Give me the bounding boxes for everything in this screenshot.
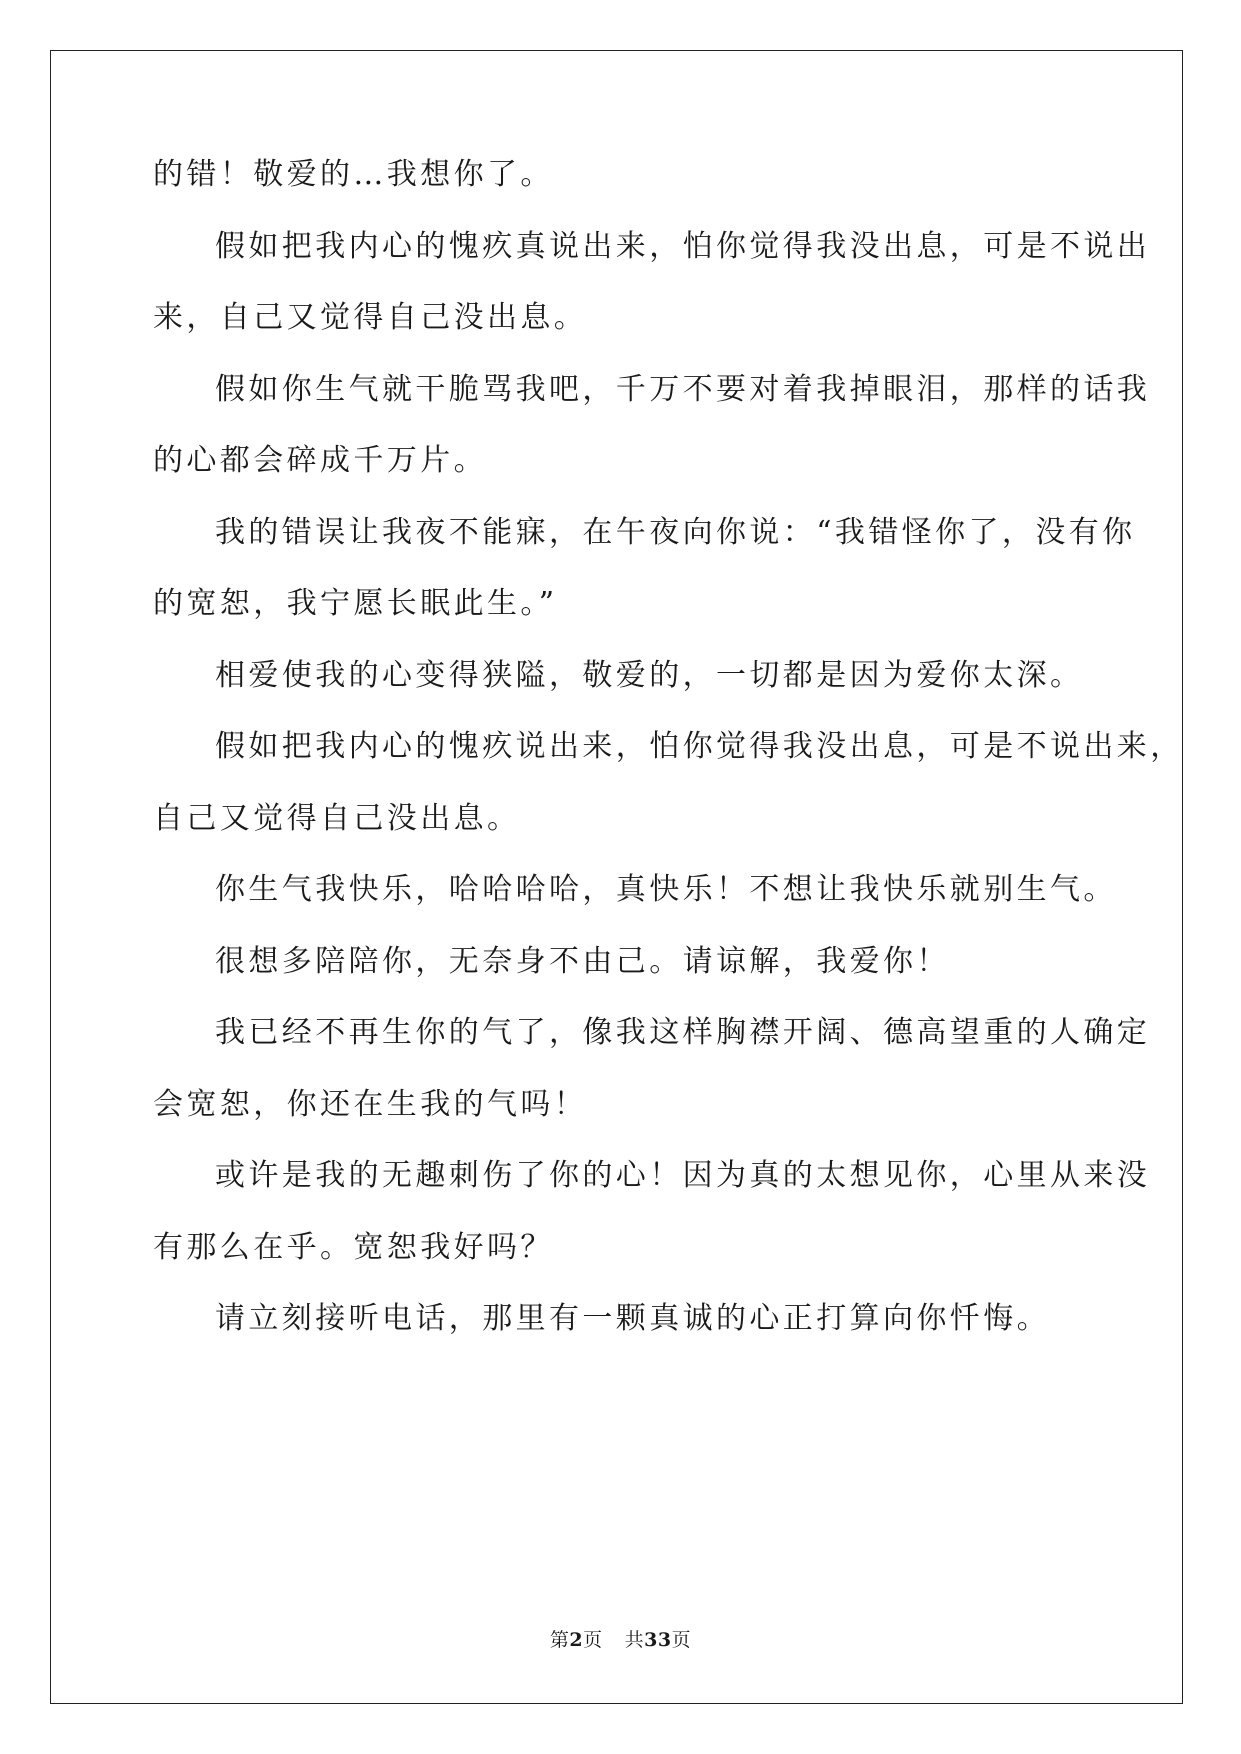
text-line-1: 的错！敬爱的…我想你了。: [153, 157, 554, 192]
footer-page-prefix: 第: [549, 1629, 570, 1651]
text-line-12: 很想多陪陪你，无奈身不由己。请谅解，我爱你！: [215, 944, 950, 979]
footer-page-suffix: 页: [583, 1629, 603, 1651]
text-line-3: 来，自己又觉得自己没出息。: [153, 300, 588, 335]
text-line-4: 假如你生气就干脆骂我吧，千万不要对着我掉眼泪，那样的话我: [215, 372, 1151, 407]
text-line-5: 的心都会碎成千万片。: [153, 443, 487, 478]
text-line-16: 有那么在乎。宽恕我好吗？: [153, 1230, 554, 1265]
footer-page-number: 2: [569, 1629, 584, 1651]
text-line-9: 假如把我内心的愧疚说出来，怕你觉得我没出息，可是不说出来，: [215, 729, 1184, 764]
text-line-11: 你生气我快乐，哈哈哈哈，真快乐！不想让我快乐就别生气。: [215, 872, 1117, 907]
text-line-14: 会宽恕，你还在生我的气吗！: [153, 1087, 588, 1122]
text-line-6: 我的错误让我夜不能寐，在午夜向你说：“我错怪你了，没有你: [215, 515, 1136, 550]
text-line-7: 的宽恕，我宁愿长眠此生。”: [153, 586, 558, 621]
text-line-2: 假如把我内心的愧疚真说出来，怕你觉得我没出息，可是不说出: [215, 229, 1151, 264]
text-line-15: 或许是我的无趣刺伤了你的心！因为真的太想见你，心里从来没: [215, 1158, 1151, 1193]
footer-total-pages: 33: [644, 1629, 672, 1651]
text-line-10: 自己又觉得自己没出息。: [153, 801, 521, 836]
text-line-8: 相爱使我的心变得狭隘，敬爱的，一切都是因为爱你太深。: [215, 658, 1084, 693]
text-line-17: 请立刻接听电话，那里有一颗真诚的心正打算向你忏悔。: [215, 1301, 1050, 1336]
page-footer: [0, 1625, 1241, 1652]
footer-total-prefix: 共: [624, 1629, 645, 1651]
text-line-13: 我已经不再生你的气了，像我这样胸襟开阔、德高望重的人确定: [215, 1015, 1151, 1050]
footer-total-suffix: 页: [671, 1629, 692, 1651]
